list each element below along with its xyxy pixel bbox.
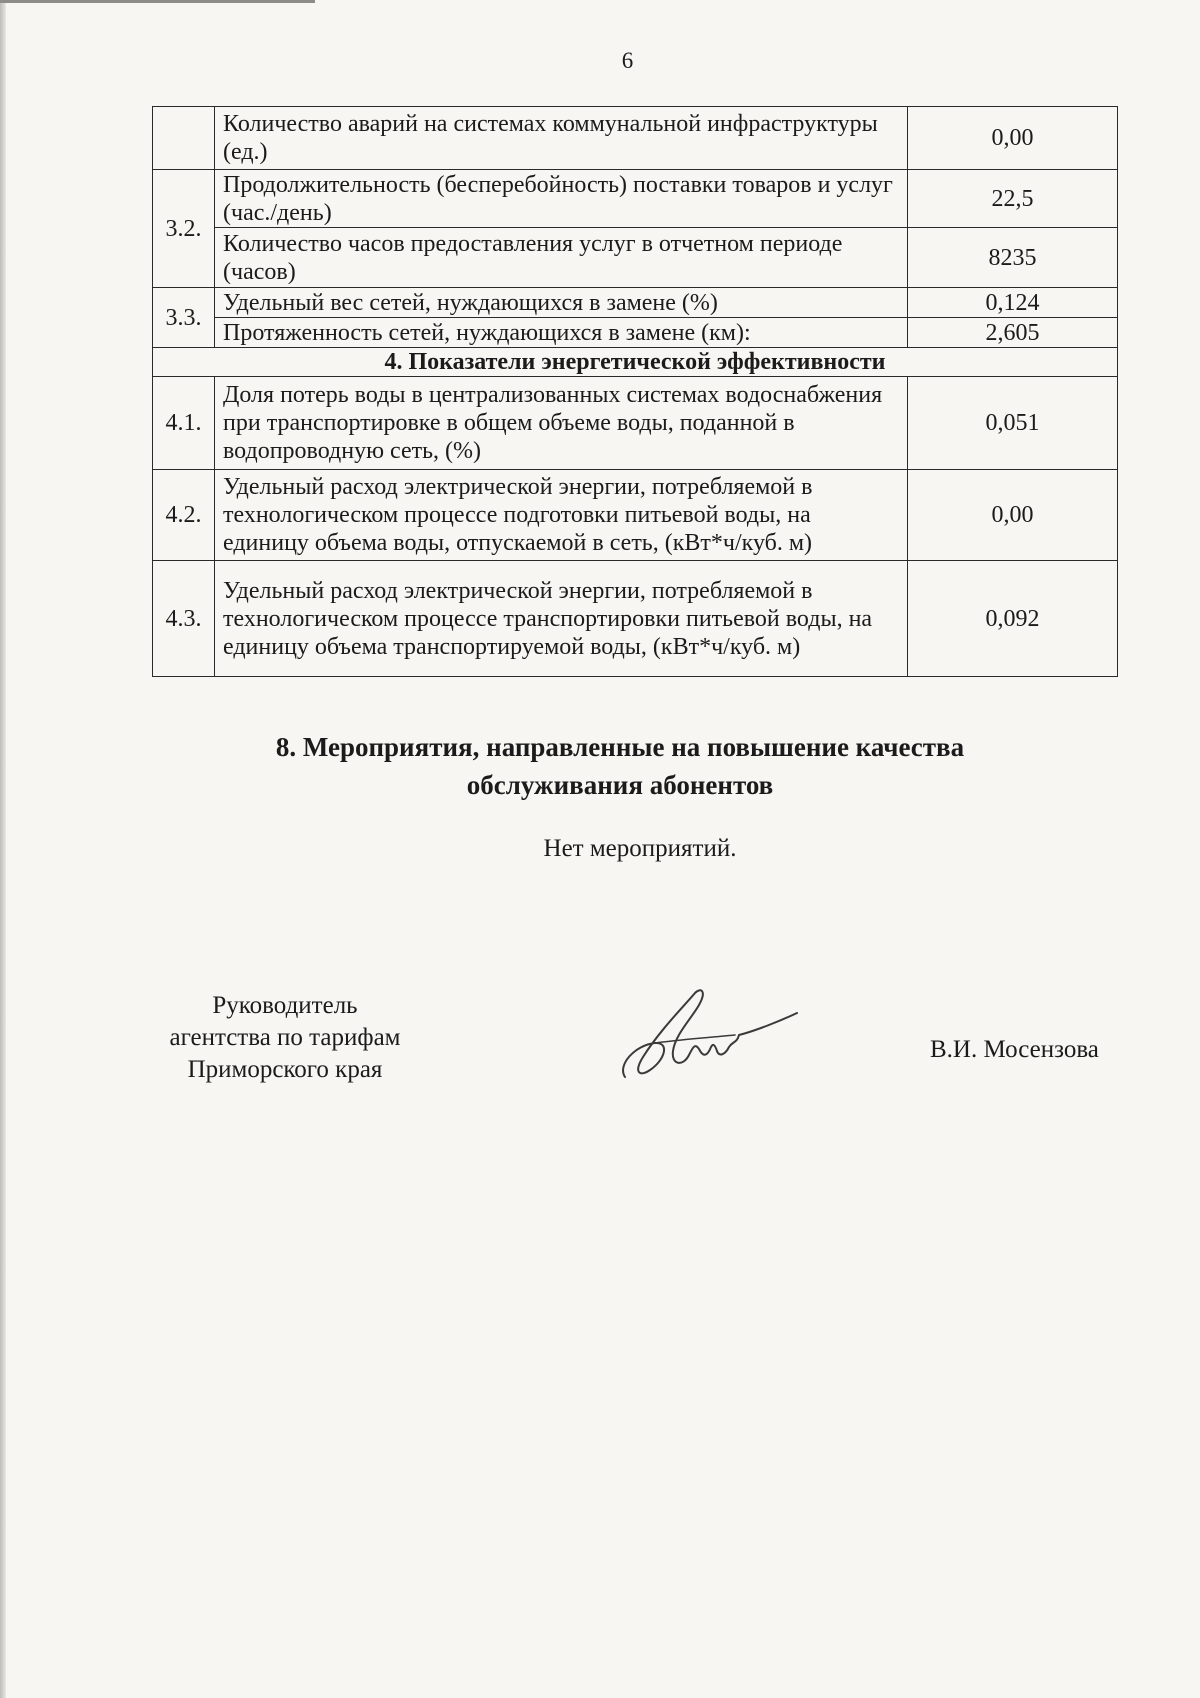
position-line: Руководитель	[212, 992, 358, 1019]
table-row	[153, 170, 1118, 228]
position-line: агентства по тарифам	[169, 1024, 401, 1051]
section-8-heading-line2: обслуживания абонентов	[466, 770, 774, 800]
row-number-cell: 4.2.	[153, 470, 215, 561]
indicator-value: 0,092	[908, 561, 1118, 677]
indicators-table	[152, 106, 1118, 677]
indicator-value: 0,00	[908, 470, 1118, 561]
indicator-description: Доля потерь воды в централизованных системах водоснабжения при транспортировке в общем объеме воды, поданной в водопроводную сеть, (%)	[215, 377, 908, 470]
indicator-value: 22,5	[908, 170, 1118, 228]
row-number-cell: 4.3.	[153, 561, 215, 677]
page-number: 6	[621, 48, 634, 73]
signer-name: В.И. Мосензова	[930, 1036, 1099, 1063]
handwritten-signature	[615, 985, 800, 1085]
table-row	[153, 561, 1118, 677]
signatory-position	[140, 990, 430, 1086]
indicator-value: 0,124	[908, 288, 1118, 318]
position-line: Приморского края	[187, 1056, 383, 1083]
indicator-value: 0,00	[908, 107, 1118, 170]
row-number-cell: 3.3.	[153, 288, 215, 348]
table-row	[153, 470, 1118, 561]
row-number-cell: 4.1.	[153, 377, 215, 470]
indicator-value: 0,051	[908, 377, 1118, 470]
indicator-value: 2,605	[908, 318, 1118, 348]
scan-top-mark	[0, 0, 315, 3]
indicator-description: Продолжительность (бесперебойность) поставки товаров и услуг (час./день)	[215, 170, 908, 228]
indicator-description: Количество часов предоставления услуг в отчетном периоде (часов)	[215, 228, 908, 288]
table-row	[153, 288, 1118, 318]
indicator-description: Протяженность сетей, нуждающихся в замене (км):	[215, 318, 908, 348]
table-row	[153, 107, 1118, 170]
indicator-description: Удельный расход электрической энергии, потребляемой в технологическом процессе подготовки питьевой воды, на единицу объема воды, отпускаемой в сеть, (кВт*ч/куб. м)	[215, 470, 908, 561]
table-section-row	[153, 348, 1118, 377]
section-4-title: 4. Показатели энергетической эффективности	[153, 348, 1118, 377]
indicator-description: Удельный расход электрической энергии, потребляемой в технологическом процессе транспортировки питьевой воды, на единицу объема транспортируемой воды, (кВт*ч/куб. м)	[215, 561, 908, 677]
scan-page-edge	[0, 0, 6, 1698]
table-row	[153, 228, 1118, 288]
section-8-text: Нет мероприятий.	[543, 835, 737, 862]
row-number-cell	[153, 107, 215, 170]
table-row	[153, 377, 1118, 470]
indicator-description: Количество аварий на системах коммунальной инфраструктуры (ед.)	[215, 107, 908, 170]
section-8-heading	[200, 728, 1040, 804]
row-number-cell: 3.2.	[153, 170, 215, 288]
table-row	[153, 318, 1118, 348]
indicator-value: 8235	[908, 228, 1118, 288]
indicator-description: Удельный вес сетей, нуждающихся в замене (%)	[215, 288, 908, 318]
section-8-heading-line1: 8. Мероприятия, направленные на повышение качества	[275, 732, 965, 762]
